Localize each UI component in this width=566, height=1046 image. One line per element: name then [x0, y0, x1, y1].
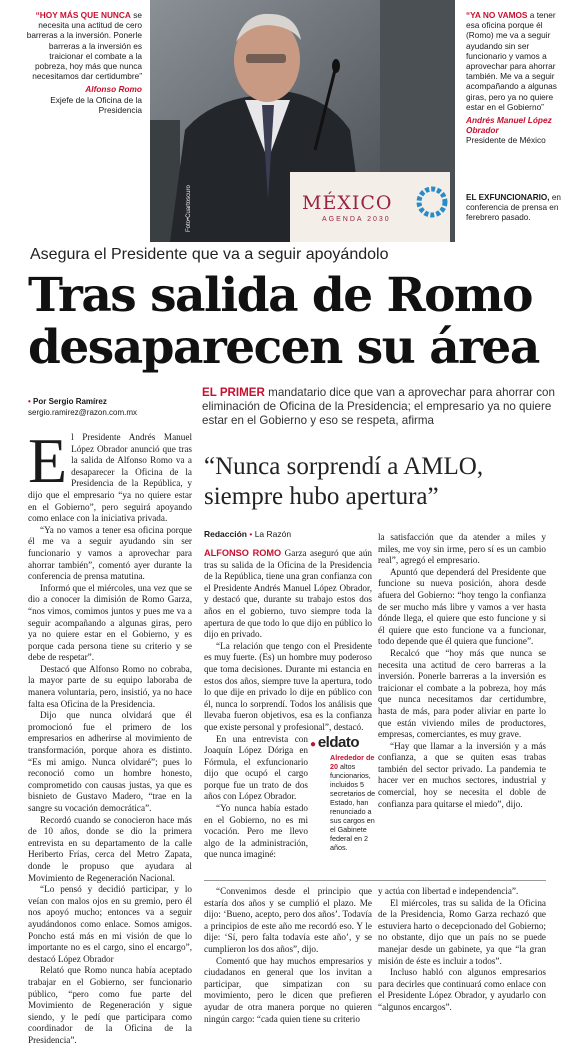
eldato-number: 20: [330, 762, 338, 771]
quote-left-lead: “HOY MÁS QUE NUNCA: [35, 10, 131, 20]
quote-left-text: se necesita una actitud de cero barreras a la inversión. Ponerle barreras a la inversión es traicionar el combate a la pobreza, hoy más que nunca necesitamos dar certidumbre”: [26, 10, 142, 82]
headline-line-2: desaparecen su área: [28, 320, 539, 375]
section-divider: [204, 880, 546, 881]
byline: • Por Sergio Ramírez sergio.ramirez@razon.com.mx: [28, 397, 138, 417]
col2-paragraph-4: “Yo nunca había estado en el Gobierno, no es mi vocación. Pero me llevo algo de la administración, que nunca imaginé:: [204, 803, 308, 860]
quote-left-name: Alfonso Romo: [85, 84, 142, 95]
deck-lead: EL PRIMER: [202, 386, 265, 399]
hero-photo: [150, 0, 455, 242]
interview-lead: ALFONSO ROMO: [204, 548, 282, 558]
photo-caption: [466, 193, 562, 223]
quote-right-text: a tener esa oficina porque él (Romo) me va a seguir ayudando sin ser funcionario y vamos a aprovechar para ahorrar también. Me va a seguir acompañando a algunas giras, pero ya no quiere estar en el Gobierno”: [466, 10, 557, 112]
col1-paragraph-7: “Lo pensó y decidió participar, y lo veían con malos ojos en su gremio, pero él nos apoyó mucho; entonces va a seguir ayudándonos como enlace. Somos amigos. Poncho está más en mi visión de que lo importante no es el cargo, sino el encargo”, destacó López Obrador: [28, 884, 192, 964]
col1-paragraph-8: Relató que Romo nunca había aceptado trabajar en el Gobierno, ser funcionario público, “pero como fue parte del Movimiento de Regeneración y sigue siendo, y le pedí que participara como coordinador de la Oficina de la Presidencia”.: [28, 965, 192, 1045]
col2-paragraph-6: Comentó que hay muchos empresarios y ciudadanos en general que los invitan a participar, que simpatizan con su movimiento, pero le dicen que prefieren ayudar de otra manera porque no quieren ningún cargo: “cada quien tiene su criterio: [204, 955, 372, 1024]
col1-paragraph-5: Dijo que nunca olvidará que él promocionó fue el primero de los empresarios en adherirse al movimiento de transformación, porque ahora es distinto. “Es mi amigo. Nunca olvidaré”; pues lo reconoció como un hombre honesto, comprometido con causas justas, ya que es bisnieto de Gustavo Madero, “trae en la sangre su vocación democrática”.: [28, 710, 192, 813]
col2-paragraph-2: “La relación que tengo con el Presidente es muy fuerte. (Es) un hombre muy poderoso que toma decisiones. Durante mi estancia en estos dos años, siempre tuve la apertura, todo lo que dije en privado lo dije en público con él, nunca lo sorprendí. Todos los análisis que llevaba fueron objetivos, esa es la confianza que existe personal y profesional”, destacó.: [204, 640, 372, 732]
caption-lead: EL EXFUNCIONARIO,: [466, 193, 550, 202]
col3-paragraph-4: “Hay que llamar a la inversión y a más confianza, a que se quiten esas trabas también del sector privado. La pandemia te hacer ver en muchos sectores, industrial y comercial, hoy se necesita el doble de confianza para quitarse el miedo”, dijo.: [378, 740, 546, 809]
podium-title: MÉXICO: [302, 192, 393, 214]
deck: [202, 386, 558, 429]
quote-left-role: Exjefe de la Oficina de la Presidencia: [50, 94, 142, 115]
interview-credit-author: Redacción: [204, 529, 247, 539]
col1-paragraph-6: Recordó cuando se conocieron hace más de 10 años, donde se dio la primera entrevista en su departamento de la calle Heriberto Frías, cerca del Metro Zapata, donde le propuso que ayudara al Movimiento de Regeneración Nacional.: [28, 814, 192, 883]
col1-paragraph-3: Informó que el miércoles, una vez que se dio a conocer la dimisión de Romo Garza, “nos vimos, comimos juntos y pues me va a seguir acompañando a algunas giras, pero ya no quiere estar en el Gobierno, y es porque cada persona tiene su criterio y se debe de respetar”.: [28, 582, 192, 663]
kicker: Asegura el Presidente que va a seguir apoyándolo: [30, 246, 389, 263]
col3-paragraph-1: la satisfacción que da atender a miles y miles, me voy sin irme, pero sí es un cambio real”, agregó el empresario.: [378, 532, 546, 566]
podium-subtitle: AGENDA 2030: [322, 216, 391, 223]
col2-paragraph-1: Garza aseguró que aún tras su salida de la Oficina de la Presidencia de la República, tiene una gran confianza con el Presidente Andrés Manuel López Obrador, y destacó que, durante su trabajo estos dos años en el gobierno, tuvo siempre toda la apertura de que todo lo que dijo en público lo dijo en privado.: [204, 548, 373, 640]
col1-paragraph-2: “Ya no vamos a tener esa oficina porque él me va a seguir ayudando sin ser funcionario y vamos a aprovechar para ahorrar también”, comentó ayer durante la conferencia de prensa matutina.: [28, 524, 192, 582]
byline-email: sergio.ramirez@razon.com.mx: [28, 408, 138, 417]
col3-paragraph-5: y actúa con libertad e independencia”.: [378, 886, 519, 896]
quote-right-name: Andrés Manuel López Obrador: [466, 115, 552, 136]
eldato-text: Alrededor de 20 altos funcionarios, incluidos 5 secretarios de Estado, han renunciado a sus cargos en el Gabinete federal en 2 años.: [330, 753, 376, 852]
article-column-3: [378, 532, 546, 880]
col1-paragraph-1: l Presidente Andrés Manuel López Obrador anunció que tras la salida de Alfonso Romo va a desaparecer la Oficina de la Presidencia de la República, y dijo que el empresario “ya no quiere estar en el Gobierno”, pero seguirá apoyando como enlace con la iniciativa privada.: [28, 432, 192, 524]
interview-title: [204, 452, 483, 512]
quote-right-lead: “YA NO VAMOS: [466, 10, 528, 20]
eldato-box: [310, 734, 382, 884]
quote-left: [20, 10, 142, 115]
col3-paragraph-3: Recalcó que “hoy más que nunca se necesita una actitud de cero barreras a la inversión. Ponerle barreras a la inversión es traicionar el combate a la pobreza, hoy más que nunca necesitamos dar certidumbre, hasta de más, para poder aliviar en parte lo que están viviendo miles de productores, empresas, comerciantes, es muy grave.: [378, 647, 546, 740]
col2-paragraph-5: “Convenimos desde el principio que estaría dos años y se cumplió el plazo. Me dijo: ‘Bueno, acepto, pero dos años’. Todavía a principios de este año me recordó eso. Y le dije: ‘Sí, pero falta todavía este año’, y se cumplieron los dos años”, dijo.: [204, 886, 372, 954]
article-column-3-bottom: [378, 886, 546, 1022]
col3-paragraph-6: El miércoles, tras su salida de la Oficina de la Presidencia, Romo Garza rechazó que estuviera harto o decepcionado del Gobierno; no obstante, dijo que un país no se puede manejar desde un gabinete, ya que “la gran misión de éste es incluir a todos”.: [378, 897, 546, 966]
col3-paragraph-2: Apuntó que dependerá del Presidente que funcione su nueva posición, ahora desde afuera del Gobierno: “hoy tengo la confianza de ser mucho más libre y vamos a ver hasta dónde llega, el quiere que esto funcione y si él quiere que esto funcione va a funcionar, todo depende que él quiera que funcione”.: [378, 566, 546, 647]
article-column-1: [28, 425, 192, 1045]
headline-line-1: Tras salida de Romo: [28, 268, 533, 323]
interview-credit-outlet: La Razón: [254, 529, 292, 539]
photo-credit: Foto•Cuartoscuro: [186, 185, 192, 232]
deck-text: mandatario dice que van a aprovechar para ahorrar con eliminación de Oficina de la Presidencia; el empresario ya no quiere estar en el Gobierno y eso se respeta, afirma: [202, 386, 555, 428]
dropcap: E: [28, 425, 68, 496]
eldato-label: ● eldato: [310, 734, 360, 751]
interview-title-line-1: “Nunca sorprendí a AMLO,: [204, 453, 484, 480]
article-column-2-bottom: [204, 886, 372, 1022]
col3-paragraph-7: Incluso habló con algunos empresarios para decirles que continuará como enlace con el Presidente López Obrador, y ayudarlo con “algunos encargos”.: [378, 967, 546, 1012]
interview-title-line-2: siempre hubo apertura”: [204, 483, 439, 510]
interview-credit: Redacción • La Razón: [204, 529, 292, 539]
byline-author: Por Sergio Ramírez: [33, 397, 107, 406]
headline: [28, 270, 539, 374]
caption-text: en conferencia de prensa en ferebrero pasado.: [466, 193, 561, 222]
quote-right: [466, 10, 562, 146]
quote-right-role: Presidente de México: [466, 135, 546, 146]
col1-paragraph-4: Destacó que Alfonso Romo no cobraba, la mayor parte de su equipo laboraba de manera voluntaria, pero, insistió, ya no hace falta esa Oficina de la Presidencia.: [28, 663, 192, 709]
col2-paragraph-3: En una entrevista con Joaquín López Dóriga en Fórmula, el exfuncionario dijo que ocupó el cargo porque fue un trato de dos años con López Obrador.: [204, 733, 308, 802]
